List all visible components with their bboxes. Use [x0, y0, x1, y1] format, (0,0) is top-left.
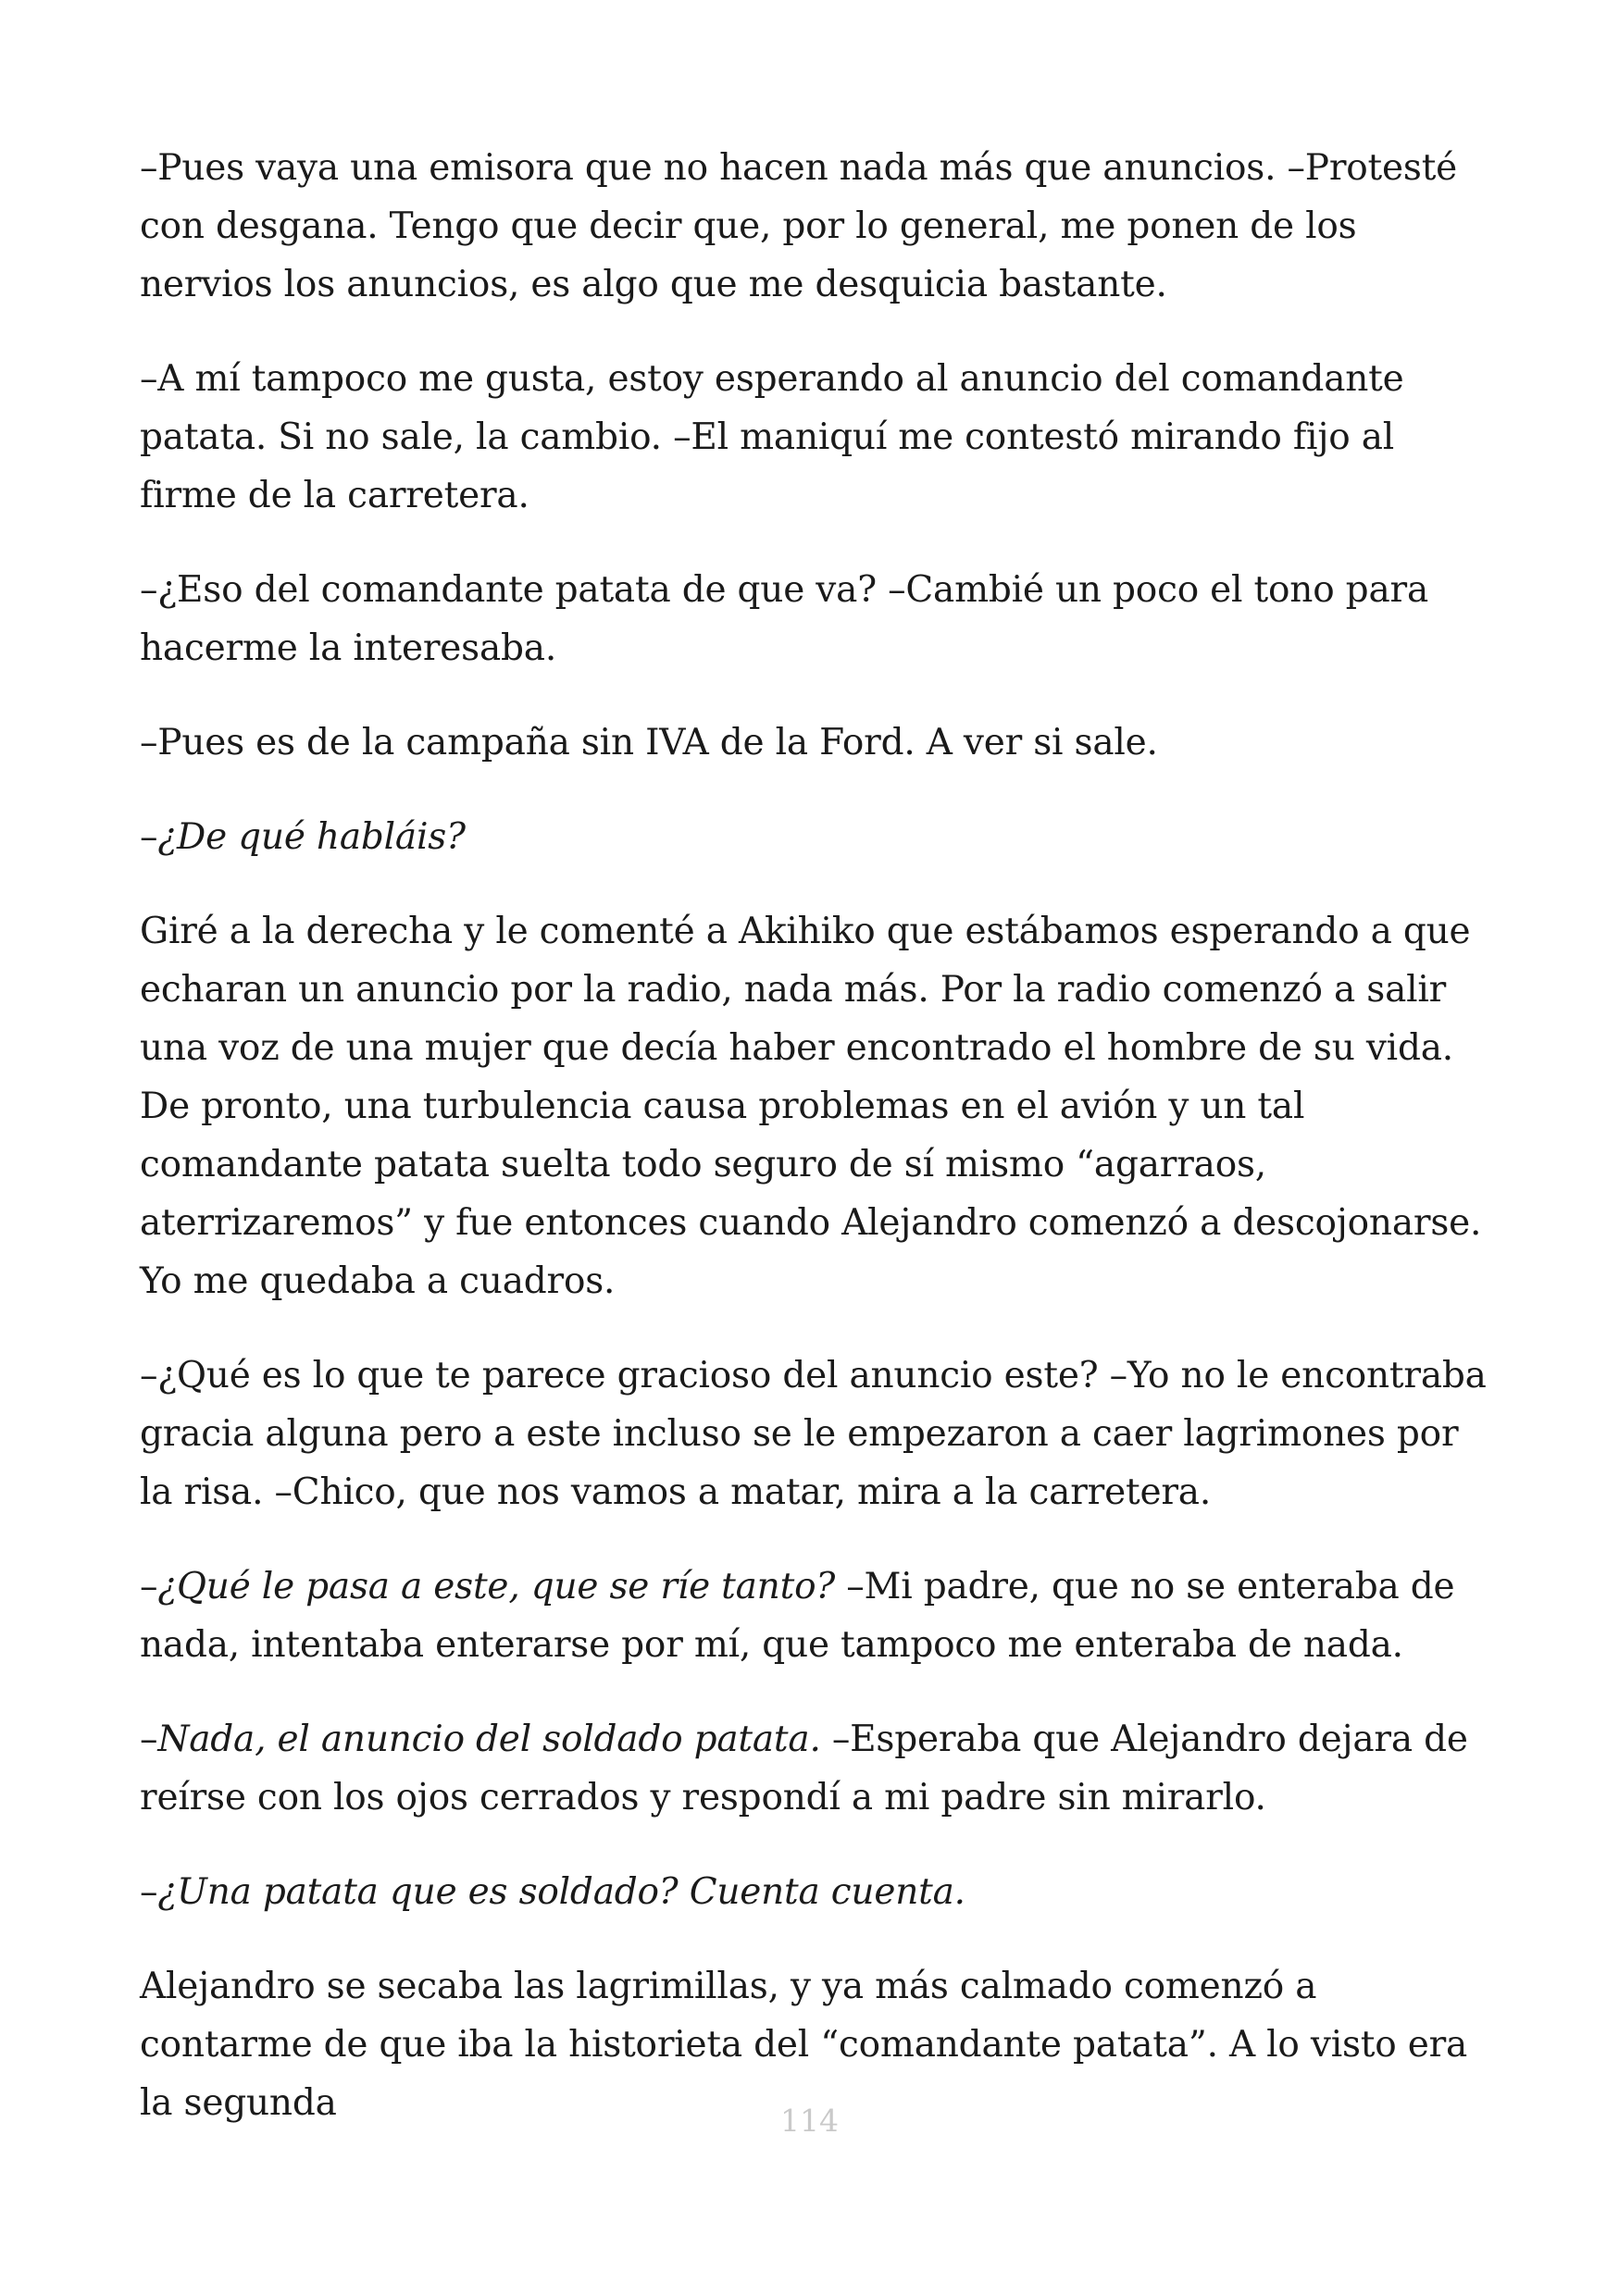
paragraph-1: [140, 139, 1491, 314]
paragraph-10: [140, 1863, 1491, 1921]
paragraph-6: [140, 902, 1491, 1310]
italic-text-run: Nada, el anuncio del soldado patata.: [157, 1719, 821, 1760]
paragraph-8: [140, 1558, 1491, 1674]
page-number: 114: [780, 2103, 839, 2139]
paragraph-5: [140, 808, 1491, 866]
italic-text-run: ¿De qué habláis?: [157, 816, 466, 858]
text-run: –Mi padre, que no se enteraba de nada, intentaba enterarse por mí, que tampoco me enteraba de nada.: [140, 1566, 1455, 1666]
paragraph-7: [140, 1347, 1491, 1521]
text-run: –Pues es de la campaña sin IVA de la Ford. A ver si sale.: [140, 722, 1158, 763]
italic-text-run: ¿Una patata que es soldado? Cuenta cuenta.: [157, 1871, 965, 1913]
text-run: –Esperaba que Alejandro dejara de reírse con los ojos cerrados y respondí a mi padre sin mirarlo.: [140, 1719, 1468, 1818]
text-run: –: [140, 816, 158, 858]
text-run: Giré a la derecha y le comenté a Akihiko que estábamos esperando a que echaran un anuncio por la radio, nada más. Por la radio comenzó a salir una voz de una mujer que decía haber encontrado el hombre de su vida. De pronto, una turbulencia causa problemas en el avión y un tal comandante patata suelta todo seguro de sí mismo “agarraos, aterrizaremos” y fue entonces cuando Alejandro comenzó a descojonarse. Yo me quedaba a cuadros.: [140, 911, 1482, 1302]
text-run: –¿Qué es lo que te parece gracioso del anuncio este? –Yo no le encontraba gracia alguna pero a este incluso se le empezaron a caer lagrimones por la risa. –Chico, que nos vamos a matar, mira a la carretera.: [140, 1355, 1487, 1513]
text-run: –¿Eso del comandante patata de que va? –Cambié un poco el tono para hacerme la interesaba.: [140, 569, 1428, 669]
paragraph-9: [140, 1710, 1491, 1827]
italic-text-run: ¿Qué le pasa a este, que se ríe tanto?: [157, 1566, 836, 1607]
page-body: [140, 139, 1491, 2168]
text-run: –: [140, 1871, 158, 1913]
text-run: –: [140, 1566, 158, 1607]
paragraph-2: [140, 350, 1491, 525]
text-run: –A mí tampoco me gusta, estoy esperando al anuncio del comandante patata. Si no sale, la cambio. –El maniquí me contestó mirando fijo al firme de la carretera.: [140, 358, 1404, 516]
text-run: –: [140, 1719, 158, 1760]
text-run: Alejandro se secaba las lagrimillas, y ya más calmado comenzó a contarme de que iba la historieta del “comandante patata”. A lo visto era la segunda: [140, 1966, 1468, 2124]
text-run: –Pues vaya una emisora que no hacen nada más que anuncios. –Protesté con desgana. Tengo que decir que, por lo general, me ponen de los nervios los anuncios, es algo que me desquicia bastante.: [140, 147, 1458, 305]
paragraph-3: [140, 561, 1491, 677]
paragraph-4: [140, 714, 1491, 772]
